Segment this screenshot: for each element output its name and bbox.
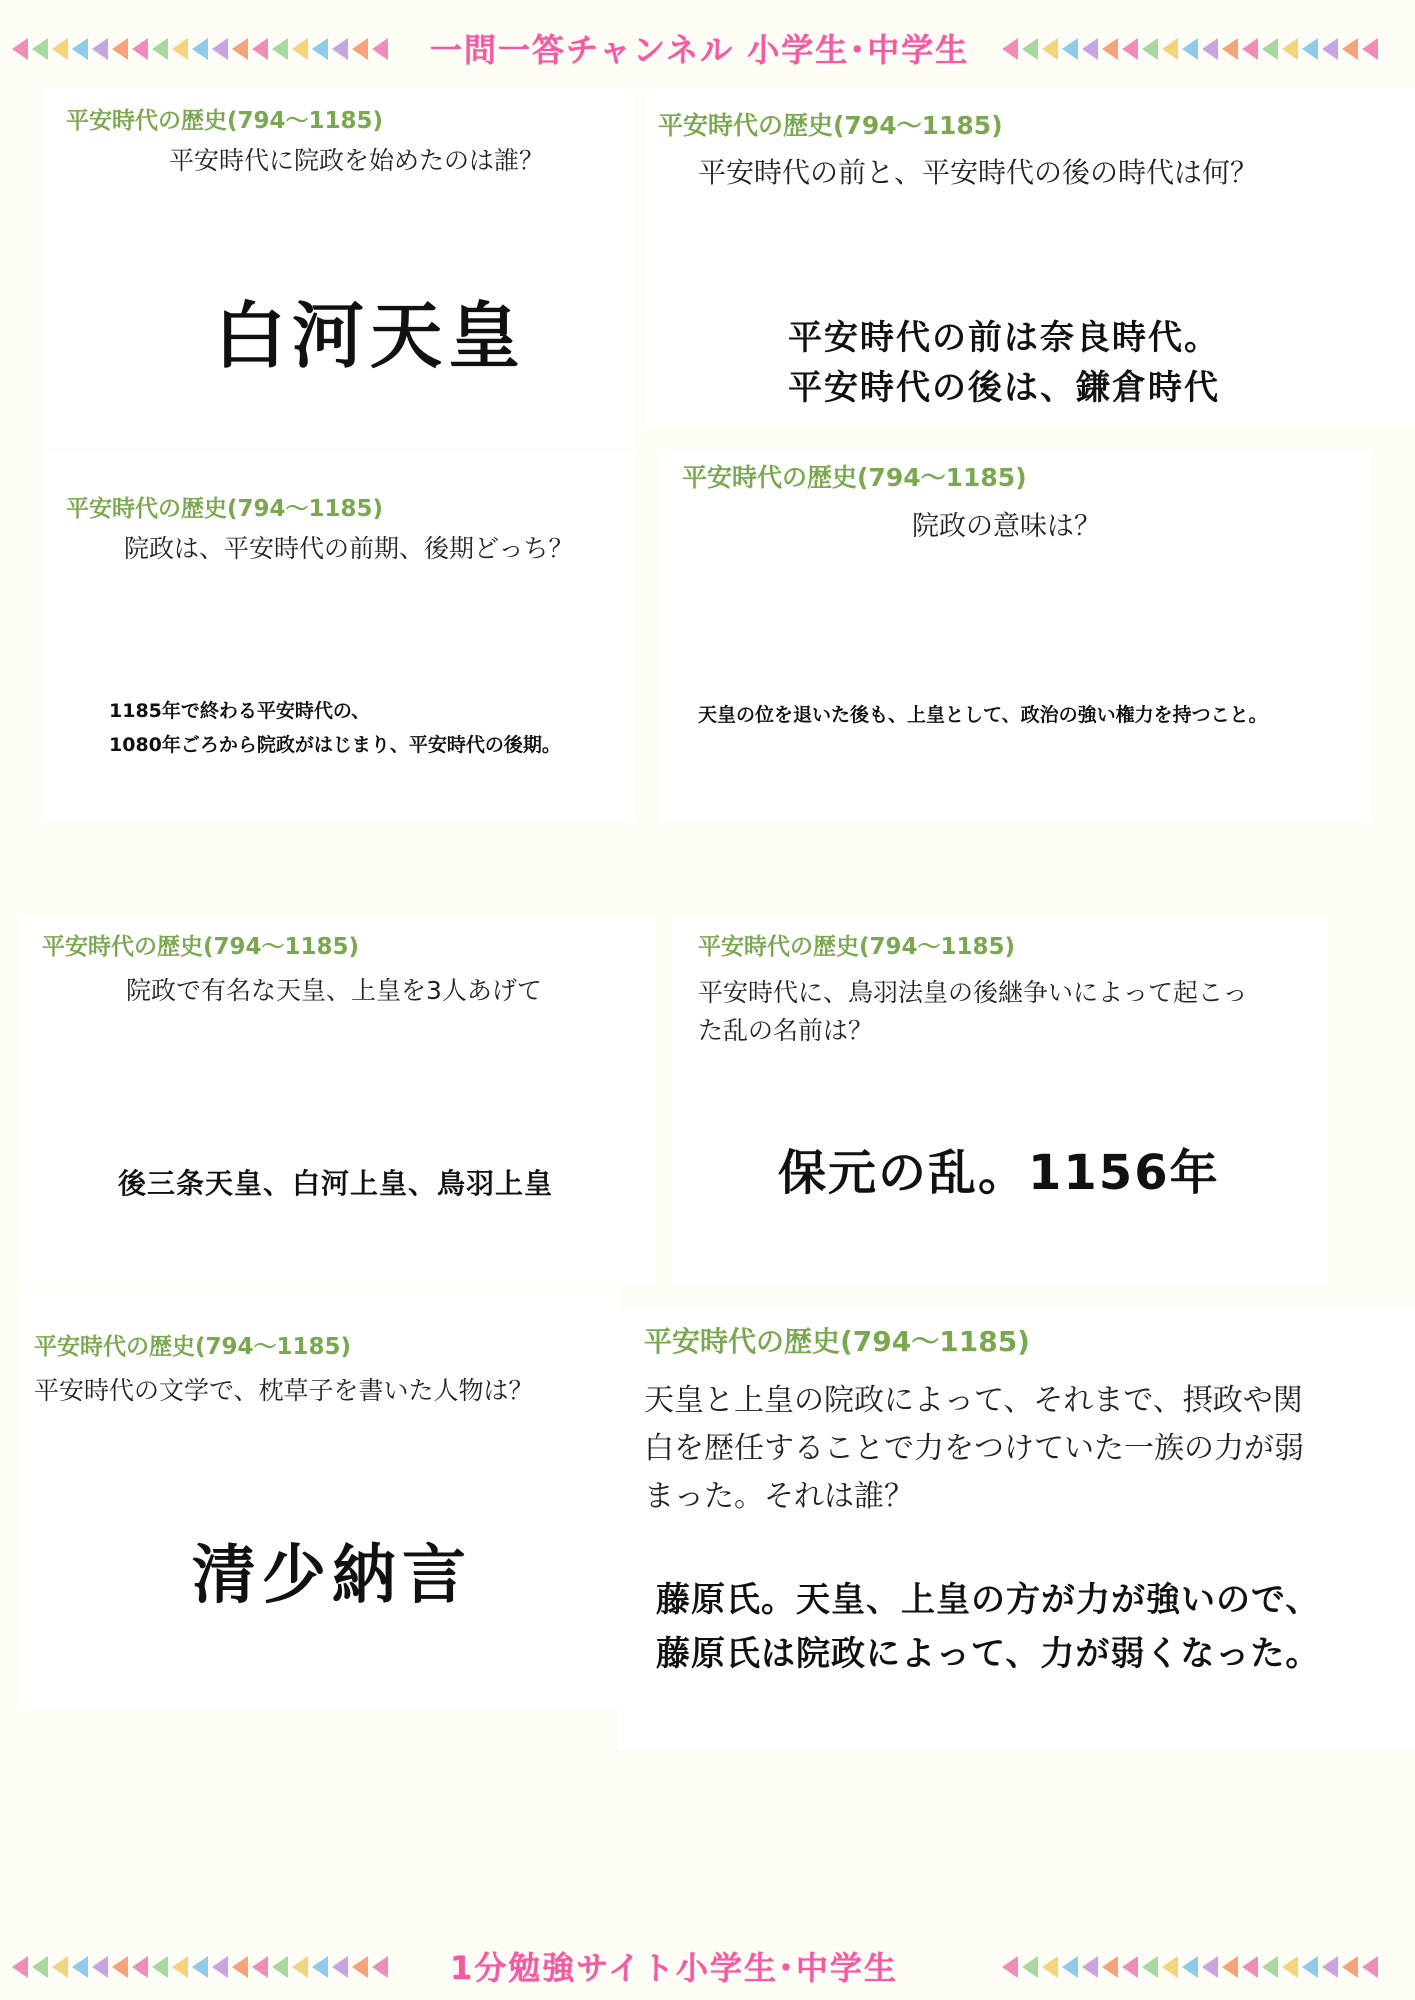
card-label: 平安時代の歴史(794〜1185) bbox=[682, 463, 1027, 492]
bunting-flag-icon bbox=[1302, 38, 1318, 60]
bunting-flag-icon bbox=[1362, 38, 1378, 60]
bunting-flag-icon bbox=[1122, 38, 1138, 60]
card-question: 院政の意味は？ bbox=[912, 511, 1101, 542]
bunting-flag-icon bbox=[1062, 1956, 1078, 1978]
bunting-flag-icon bbox=[1282, 38, 1298, 60]
header-banner bbox=[0, 24, 1415, 80]
bunting-flag-icon bbox=[32, 38, 48, 60]
bunting-flag-icon bbox=[1242, 38, 1258, 60]
bunting-flag-icon bbox=[332, 1956, 348, 1978]
bunting-flag-icon bbox=[12, 38, 28, 60]
bunting-flag-icon bbox=[1082, 1956, 1098, 1978]
bunting-flag-icon bbox=[1002, 1956, 1018, 1978]
bunting-flag-icon bbox=[292, 1956, 308, 1978]
card-answer-line-1: 藤原氏。天皇、上皇の方が力が強いので、 bbox=[656, 1580, 1321, 1620]
card-answer: 天皇の位を退いた後も、上皇として、政治の強い権力を持つこと。 bbox=[698, 704, 1268, 726]
card-answer: 保元の乱。1156年 bbox=[778, 1145, 1220, 1201]
bunting-flag-icon bbox=[1242, 1956, 1258, 1978]
bunting-flag-icon bbox=[352, 1956, 368, 1978]
bunting-flag-icon bbox=[1342, 1956, 1358, 1978]
card-question-line-2: た乱の名前は？ bbox=[698, 1016, 874, 1045]
bunting-flag-icon bbox=[1142, 38, 1158, 60]
bunting-flag-icon bbox=[92, 1956, 108, 1978]
bunting-flag-icon bbox=[1042, 1956, 1058, 1978]
card-question: 平安時代の文学で、枕草子を書いた人物は？ bbox=[34, 1376, 534, 1405]
card-question-line-2: 白を歴任することで力をつけていた一族の力が弱 bbox=[644, 1431, 1304, 1466]
bunting-flag-icon bbox=[1182, 38, 1198, 60]
bunting-flag-icon bbox=[52, 38, 68, 60]
card-label: 平安時代の歴史(794〜1185) bbox=[698, 934, 1016, 960]
card-question: 院政で有名な天皇、上皇を3人あげて bbox=[126, 976, 542, 1005]
bunting-flag-icon bbox=[1162, 1956, 1178, 1978]
bunting-flag-icon bbox=[232, 1956, 248, 1978]
bunting-flag-icon bbox=[1262, 1956, 1278, 1978]
card-answer-line-1: 1185年で終わる平安時代の、 bbox=[109, 700, 371, 722]
bunting-flag-icon bbox=[152, 1956, 168, 1978]
bunting-flag-icon bbox=[132, 38, 148, 60]
bunting-flag-icon bbox=[192, 38, 208, 60]
bunting-flag-icon bbox=[352, 38, 368, 60]
bunting-flag-icon bbox=[72, 38, 88, 60]
footer-title: 1分勉強サイト小学生･中学生 bbox=[450, 1949, 899, 1987]
quiz-card-1 bbox=[44, 88, 634, 448]
bunting-flag-icon bbox=[1202, 1956, 1218, 1978]
bunting-left bbox=[12, 38, 388, 60]
bunting-flag-icon bbox=[1322, 1956, 1338, 1978]
bunting-flag-icon bbox=[1062, 38, 1078, 60]
card-answer-line-2: 藤原氏は院政によって、力が弱くなった。 bbox=[656, 1634, 1321, 1674]
bunting-flag-icon bbox=[272, 38, 288, 60]
card-answer: 白河天皇 bbox=[214, 294, 527, 378]
bunting-flag-icon bbox=[292, 38, 308, 60]
card-label: 平安時代の歴史(794〜1185) bbox=[644, 1325, 1030, 1358]
bunting-flag-icon bbox=[312, 1956, 328, 1978]
card-question-line-1: 天皇と上皇の院政によって、それまで、摂政や関 bbox=[644, 1383, 1303, 1418]
card-label: 平安時代の歴史(794〜1185) bbox=[66, 108, 384, 134]
card-question: 院政は、平安時代の前期、後期どっち？ bbox=[124, 534, 574, 563]
bunting-right bbox=[1002, 38, 1378, 60]
bunting-flag-icon bbox=[112, 1956, 128, 1978]
bunting-flag-icon bbox=[1322, 38, 1338, 60]
bunting-flag-icon bbox=[1342, 38, 1358, 60]
bunting-flag-icon bbox=[32, 1956, 48, 1978]
bunting-flag-icon bbox=[1182, 1956, 1198, 1978]
quiz-card-4 bbox=[660, 450, 1370, 822]
bunting-flag-icon bbox=[1302, 1956, 1318, 1978]
bunting-flag-icon bbox=[172, 1956, 188, 1978]
card-question-line-1: 平安時代に、鳥羽法皇の後継争いによって起こっ bbox=[698, 978, 1248, 1007]
card-label: 平安時代の歴史(794〜1185) bbox=[34, 1334, 352, 1360]
bunting-flag-icon bbox=[372, 1956, 388, 1978]
bunting-flag-icon bbox=[232, 38, 248, 60]
quiz-card-3 bbox=[44, 450, 634, 822]
bunting-flag-icon bbox=[312, 38, 328, 60]
bunting-flag-icon bbox=[192, 1956, 208, 1978]
card-answer: 後三条天皇、白河上皇、鳥羽上皇 bbox=[118, 1167, 554, 1200]
bunting-left bbox=[12, 1956, 388, 1978]
bunting-flag-icon bbox=[112, 38, 128, 60]
card-label: 平安時代の歴史(794〜1185) bbox=[66, 496, 384, 522]
bunting-flag-icon bbox=[92, 38, 108, 60]
bunting-flag-icon bbox=[152, 38, 168, 60]
bunting-flag-icon bbox=[372, 38, 388, 60]
bunting-flag-icon bbox=[1102, 38, 1118, 60]
bunting-flag-icon bbox=[1262, 38, 1278, 60]
bunting-flag-icon bbox=[172, 38, 188, 60]
bunting-flag-icon bbox=[1202, 38, 1218, 60]
bunting-flag-icon bbox=[52, 1956, 68, 1978]
footer-banner bbox=[0, 1942, 1415, 1998]
card-label: 平安時代の歴史(794〜1185) bbox=[658, 111, 1003, 140]
bunting-flag-icon bbox=[1042, 38, 1058, 60]
bunting-flag-icon bbox=[252, 38, 268, 60]
bunting-flag-icon bbox=[1022, 38, 1038, 60]
card-question: 平安時代の前と、平安時代の後の時代は何？ bbox=[698, 156, 1259, 189]
bunting-flag-icon bbox=[1002, 38, 1018, 60]
bunting-flag-icon bbox=[1362, 1956, 1378, 1978]
bunting-flag-icon bbox=[1142, 1956, 1158, 1978]
bunting-flag-icon bbox=[1022, 1956, 1038, 1978]
quiz-card-8 bbox=[618, 1310, 1415, 1750]
bunting-flag-icon bbox=[272, 1956, 288, 1978]
bunting-flag-icon bbox=[252, 1956, 268, 1978]
quiz-card-2 bbox=[646, 88, 1415, 428]
bunting-flag-icon bbox=[132, 1956, 148, 1978]
card-answer-line-2: 平安時代の後は、鎌倉時代 bbox=[788, 368, 1220, 408]
card-answer: 清少納言 bbox=[192, 1539, 472, 1613]
card-label: 平安時代の歴史(794〜1185) bbox=[42, 934, 360, 960]
bunting-flag-icon bbox=[12, 1956, 28, 1978]
bunting-flag-icon bbox=[1282, 1956, 1298, 1978]
card-answer-line-2: 1080年ごろから院政がはじまり、平安時代の後期。 bbox=[109, 734, 561, 756]
bunting-flag-icon bbox=[72, 1956, 88, 1978]
bunting-flag-icon bbox=[1122, 1956, 1138, 1978]
quiz-card-5 bbox=[20, 916, 656, 1286]
header-title: 一問一答チャンネル 小学生･中学生 bbox=[430, 31, 970, 69]
bunting-flag-icon bbox=[212, 1956, 228, 1978]
bunting-flag-icon bbox=[1162, 38, 1178, 60]
bunting-flag-icon bbox=[1082, 38, 1098, 60]
card-answer-line-1: 平安時代の前は奈良時代。 bbox=[788, 318, 1220, 358]
quiz-card-6 bbox=[672, 916, 1328, 1286]
bunting-flag-icon bbox=[1222, 38, 1238, 60]
quiz-card-7 bbox=[20, 1290, 620, 1710]
bunting-flag-icon bbox=[332, 38, 348, 60]
bunting-flag-icon bbox=[1102, 1956, 1118, 1978]
bunting-flag-icon bbox=[212, 38, 228, 60]
bunting-right bbox=[1002, 1956, 1378, 1978]
card-question: 平安時代に院政を始めたのは誰？ bbox=[169, 146, 545, 175]
card-question-line-3: まった。それは誰？ bbox=[644, 1479, 914, 1514]
bunting-flag-icon bbox=[1222, 1956, 1238, 1978]
